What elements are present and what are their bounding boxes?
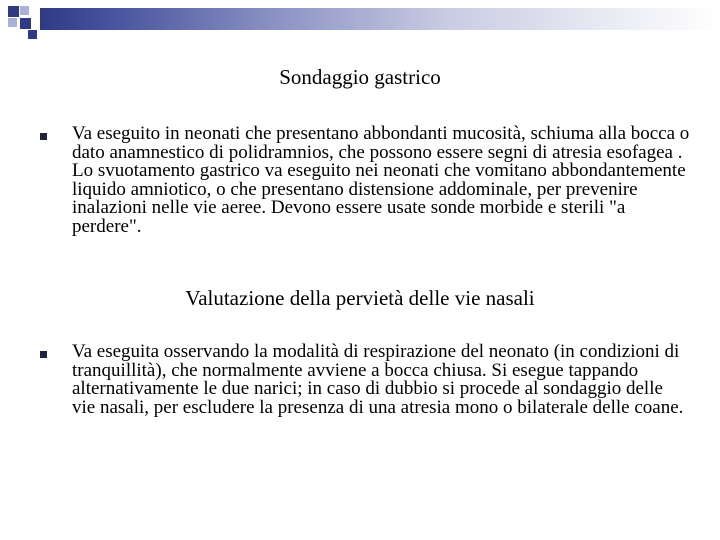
logo-square-icon [20,18,31,29]
bullet-square-icon [40,133,47,140]
logo-square-icon [8,6,19,17]
logo-square-icon [8,18,17,27]
section-title-vie-nasali: Valutazione della pervietà delle vie nasali [185,286,535,310]
bullet-text: Va eseguito in neonati che presentano abbondanti mucosità, schiuma alla bocca o dato anamnestico di polidramnios, che possono essere segni di atresia esofagea . Lo svuotamento gastrico va eseguito nei neonati che vomitano abbondantemente liquido amniotico, o che presentano distensione addominale, per prevenire inalazioni nelle vie aeree. Devono essere usate sonde morbide e sterili "a perdere". [72,123,690,237]
logo-square-icon [28,30,37,39]
logo-square-icon [20,6,29,15]
header-gradient-bar [40,8,720,30]
bullet-square-icon [40,351,47,358]
bullet-item [40,343,690,417]
section-title-sondaggio: Sondaggio gastrico [279,65,441,89]
bullet-item [40,125,690,237]
bullet-text: Va eseguita osservando la modalità di respirazione del neonato (in condizioni di tranquillità), che normalmente avviene a bocca chiusa. Si esegue tappando alternativamente le due narici; in caso di dubbio si procede al sondaggio delle vie nasali, per escludere la presenza di una atresia mono o bilaterale delle coane. [72,341,684,418]
